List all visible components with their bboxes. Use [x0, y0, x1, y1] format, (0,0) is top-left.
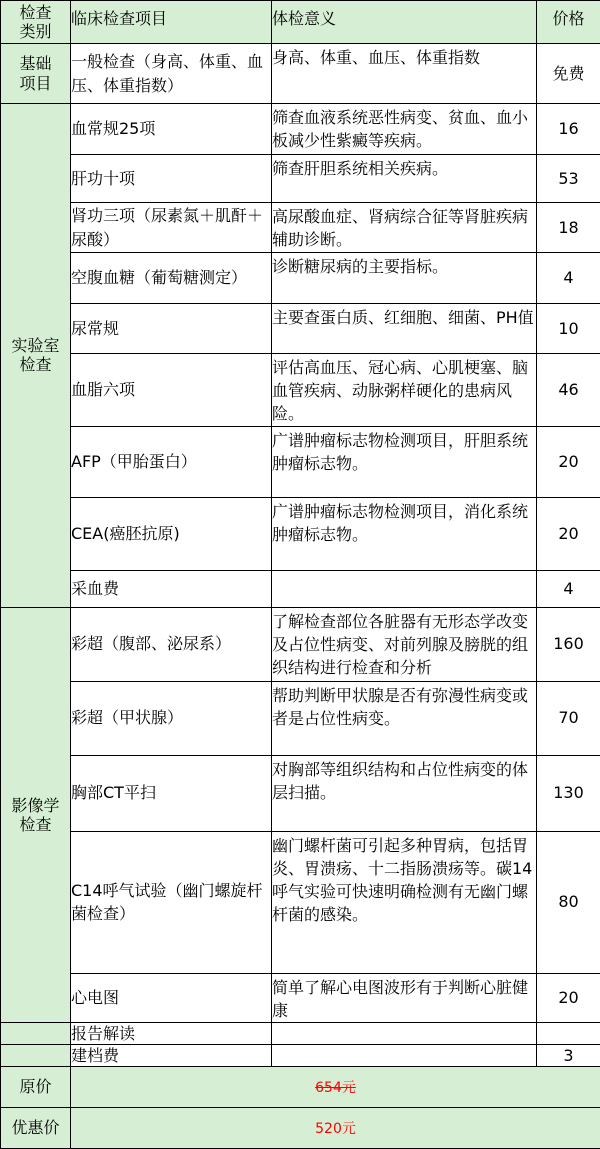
price-cell: 70 [537, 681, 600, 755]
table-row [1, 570, 600, 607]
meaning-cell [272, 104, 537, 155]
item-cell: 彩超（甲状腺） [71, 681, 272, 755]
empty-category-cell [1, 1044, 71, 1066]
item-cell: 心电图 [71, 973, 272, 1022]
meaning-cell [272, 681, 537, 755]
discount-price-value: 520元 [315, 1121, 356, 1137]
header-item: 临床检查项目 [71, 1, 272, 44]
price-cell: 4 [537, 570, 600, 607]
table-row [1, 1022, 600, 1044]
meaning-cell [272, 755, 537, 831]
table-row [1, 831, 600, 973]
item-cell: 空腹血糖（葡萄糖测定） [71, 253, 272, 304]
price-cell: 10 [537, 304, 600, 354]
table-row [1, 304, 600, 354]
table-row [1, 253, 600, 304]
meaning-text [272, 571, 536, 573]
table-row [1, 426, 600, 497]
empty-category-cell [1, 1022, 71, 1044]
meaning-text: 了解检查部位各脏器有无形态学改变及占位性病变、对前列腺及膀胱的组织结构进行检查和分析 [272, 608, 536, 680]
meaning-cell [272, 203, 537, 253]
item-cell: AFP（甲胎蛋白） [71, 426, 272, 497]
table-row [1, 354, 600, 427]
meaning-text: 评估高血压、冠心病、心肌梗塞、脑血管疾病、动脉粥样硬化的患病风险。 [272, 354, 536, 426]
price-cell: 16 [537, 104, 600, 155]
original-price-value: 654元 [315, 1080, 356, 1096]
price-cell: 160 [537, 607, 600, 681]
price-cell: 80 [537, 831, 600, 973]
meaning-cell [272, 497, 537, 570]
discount-price-cell [71, 1107, 600, 1148]
table-row [1, 44, 600, 104]
discount-price-label: 优惠价 [1, 1107, 71, 1148]
price-cell: 130 [537, 755, 600, 831]
meaning-cell [272, 570, 537, 607]
meaning-text: 幽门螺杆菌可引起多种胃病，包括胃炎、胃溃疡、十二指肠溃疡等。碳14呼气实验可快速明确检测有无幽门螺杆菌的感染。 [272, 832, 536, 927]
table-row [1, 607, 600, 681]
table-row [1, 104, 600, 155]
item-cell: 肾功三项（尿素氮＋肌酐＋尿酸） [71, 203, 272, 253]
category-cell: 基础 项目 [1, 44, 71, 104]
meaning-cell [272, 973, 537, 1022]
price-cell: 20 [537, 973, 600, 1022]
item-cell: CEA(癌胚抗原) [71, 497, 272, 570]
meaning-cell [272, 1044, 537, 1066]
header-price: 价格 [537, 1, 600, 44]
meaning-cell [272, 44, 537, 104]
price-cell: 3 [537, 1044, 600, 1066]
meaning-text: 对胸部等组织结构和占位性病变的体层扫描。 [272, 756, 536, 804]
item-cell: 尿常规 [71, 304, 272, 354]
meaning-cell [272, 1022, 537, 1044]
meaning-cell [272, 426, 537, 497]
item-cell: 建档费 [71, 1044, 272, 1066]
table-row [1, 203, 600, 253]
meaning-cell [272, 304, 537, 354]
table-row [1, 155, 600, 203]
meaning-text: 筛查肝胆系统相关疾病。 [272, 155, 536, 180]
header-category: 检查 类别 [1, 1, 71, 44]
original-price-label: 原价 [1, 1066, 71, 1107]
price-cell: 免费 [537, 44, 600, 104]
table-row [1, 755, 600, 831]
price-cell: 4 [537, 253, 600, 304]
meaning-text: 诊断糖尿病的主要指标。 [272, 253, 536, 278]
category-cell: 实验室 检查 [1, 104, 71, 608]
meaning-text: 帮助判断甲状腺是否有弥漫性病变或者是占位性病变。 [272, 682, 536, 730]
meaning-cell [272, 607, 537, 681]
item-cell: 血常规25项 [71, 104, 272, 155]
meaning-cell [272, 354, 537, 427]
category-cell: 影像学 检查 [1, 607, 71, 1022]
meaning-text: 筛查血液系统恶性病变、贫血、血小板减少性紫癜等疾病。 [272, 104, 536, 152]
item-cell: 彩超（腹部、泌尿系） [71, 607, 272, 681]
price-cell: 18 [537, 203, 600, 253]
table-row [1, 973, 600, 1022]
meaning-text: 简单了解心电图波形有于判断心脏健康 [272, 974, 536, 1022]
meaning-text: 主要查蛋白质、红细胞、细菌、PH值 [272, 304, 536, 329]
meaning-text: 广谱肿瘤标志物检测项目，肝胆系统肿瘤标志物。 [272, 427, 536, 475]
discount-price-row [1, 1107, 600, 1148]
original-price-row [1, 1066, 600, 1107]
table-header-row [1, 1, 600, 44]
price-cell [537, 1022, 600, 1044]
table-row [1, 497, 600, 570]
item-cell: 一般检查（身高、体重、血压、体重指数） [71, 44, 272, 104]
original-price-cell [71, 1066, 600, 1107]
price-cell: 20 [537, 497, 600, 570]
price-cell: 46 [537, 354, 600, 427]
item-cell: 肝功十项 [71, 155, 272, 203]
table-row [1, 681, 600, 755]
item-cell: 报告解读 [71, 1022, 272, 1044]
header-meaning: 体检意义 [272, 1, 537, 44]
price-cell: 20 [537, 426, 600, 497]
table-row [1, 1044, 600, 1066]
meaning-text: 身高、体重、血压、体重指数 [272, 44, 536, 69]
price-cell: 53 [537, 155, 600, 203]
item-cell: 血脂六项 [71, 354, 272, 427]
meaning-cell [272, 155, 537, 203]
meaning-text: 广谱肿瘤标志物检测项目，消化系统肿瘤标志物。 [272, 498, 536, 546]
item-cell: 采血费 [71, 570, 272, 607]
meaning-cell [272, 253, 537, 304]
meaning-cell [272, 831, 537, 973]
meaning-text: 高尿酸血症、肾病综合征等肾脏疾病辅助诊断。 [272, 203, 536, 251]
item-cell: 胸部CT平扫 [71, 755, 272, 831]
item-cell: C14呼气试验（幽门螺旋杆菌检查） [71, 831, 272, 973]
